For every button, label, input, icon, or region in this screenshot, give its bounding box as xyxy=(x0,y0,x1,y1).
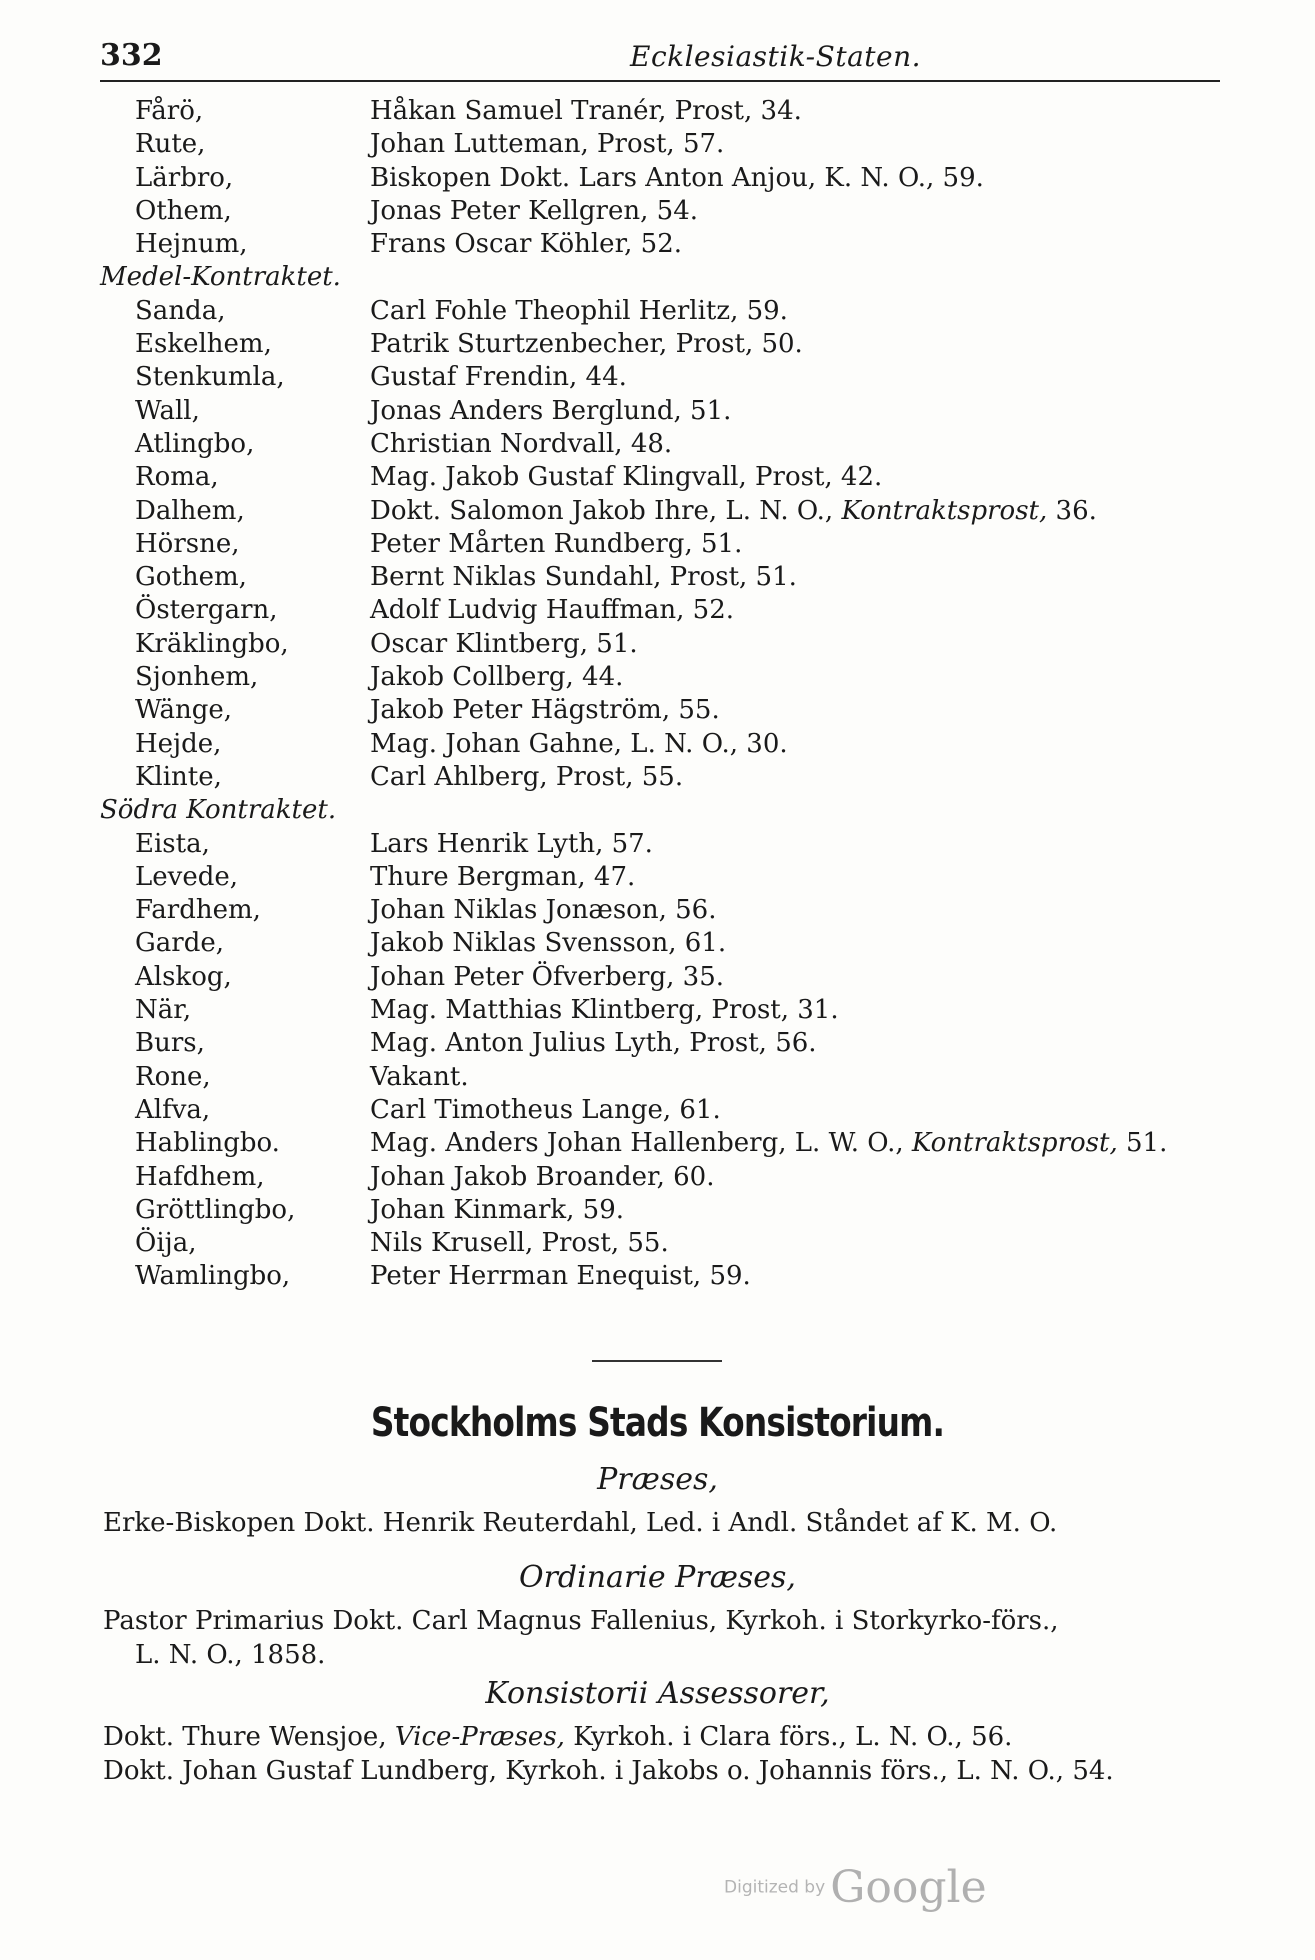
google-logo: Google xyxy=(830,1862,987,1913)
holder-title: Kontraktsprost, xyxy=(841,495,1048,526)
parish-holder: Johan Niklas Jonæson, 56. xyxy=(370,895,717,926)
parish-name: Lärbro, xyxy=(135,162,234,193)
parish-holder: Thure Bergman, 47. xyxy=(370,861,636,892)
parish-name: Alskog, xyxy=(135,961,232,992)
parish-holder: Håkan Samuel Tranér, Prost, 34. xyxy=(370,96,802,126)
ordinarie-heading: Ordinarie Præses, xyxy=(519,1560,796,1595)
list-item xyxy=(0,528,1315,561)
ordinarie-line-2: L. N. O., 1858. xyxy=(135,1640,326,1670)
parish-holder: Jakob Peter Hägström, 55. xyxy=(370,695,720,726)
list-item xyxy=(0,761,1315,794)
list-item xyxy=(0,162,1315,195)
parish-name: Gothem, xyxy=(135,562,247,593)
parish-holder: Frans Oscar Köhler, 52. xyxy=(370,229,683,260)
parish-holder: Johan Peter Öfverberg, 35. xyxy=(370,961,724,992)
list-item xyxy=(0,1094,1315,1127)
assessorer-list xyxy=(103,1720,1223,1788)
list-item xyxy=(0,495,1315,528)
parish-holder: Gustaf Frendin, 44. xyxy=(370,362,627,393)
list-item xyxy=(0,361,1315,394)
list-item xyxy=(0,95,1315,128)
assessor-name: Dokt. Thure Wensjoe, xyxy=(103,1722,387,1752)
list-item xyxy=(0,1227,1315,1260)
assessor-detail: Kyrkoh. i Clara förs., L. N. O., 56. xyxy=(573,1722,1013,1752)
list-item xyxy=(0,661,1315,694)
parish-name: Burs, xyxy=(135,1028,205,1059)
list-item xyxy=(0,1061,1315,1094)
ordinarie-line-1: Pastor Primarius Dokt. Carl Magnus Fallenius, Kyrkoh. i Storkyrko-förs., xyxy=(103,1606,1059,1636)
parish-holder: Mag. Johan Gahne, L. N. O., 30. xyxy=(370,728,788,759)
parish-holder: Patrik Sturtzenbecher, Prost, 50. xyxy=(370,329,803,360)
header-rule xyxy=(100,80,1220,82)
parish-name: Gröttlingbo, xyxy=(135,1194,296,1225)
parish-holder: Johan Jakob Broander, 60. xyxy=(370,1161,715,1192)
parish-name: Alfva, xyxy=(135,1094,211,1125)
parish-holder: Christian Nordvall, 48. xyxy=(370,428,673,459)
holder-name: Mag. Anders Johan Hallenberg, L. W. O., xyxy=(370,1128,904,1159)
assessor-entry: Dokt. Johan Gustaf Lundberg, Kyrkoh. i Jakobs o. Johannis förs., L. N. O., 54. xyxy=(103,1756,1114,1786)
holder-year: 36. xyxy=(1055,495,1097,526)
assessor-title: Vice-Præses, xyxy=(394,1722,565,1752)
parish-holder: Peter Herrman Enequist, 59. xyxy=(370,1261,751,1292)
assessor-entry xyxy=(103,1720,1223,1754)
parish-name: Wamlingbo, xyxy=(135,1261,291,1292)
parish-name: Klinte, xyxy=(135,761,222,792)
parish-name: Fårö, xyxy=(135,96,204,126)
holder-title: Kontraktsprost, xyxy=(911,1128,1118,1159)
parish-holder: Mag. Anton Julius Lyth, Prost, 56. xyxy=(370,1028,817,1059)
parish-name: Kräklingbo, xyxy=(135,628,289,659)
parish-name: Sjonhem, xyxy=(135,662,259,693)
parish-name: Östergarn, xyxy=(135,595,278,626)
list-item xyxy=(0,1161,1315,1194)
holder-year: 51. xyxy=(1125,1128,1168,1159)
page-number: 332 xyxy=(100,38,163,73)
parish-holder: Johan Lutteman, Prost, 57. xyxy=(370,129,725,160)
parish-name: Hafdhem, xyxy=(135,1161,265,1192)
list-item xyxy=(0,128,1315,161)
parish-name: Rone, xyxy=(135,1061,211,1092)
praeses-heading: Præses, xyxy=(597,1462,718,1497)
parish-name: Dalhem, xyxy=(135,495,245,526)
parish-holder: Jonas Anders Berglund, 51. xyxy=(370,395,732,426)
list-item xyxy=(0,694,1315,727)
parish-holder: Biskopen Dokt. Lars Anton Anjou, K. N. O., 59. xyxy=(370,162,984,193)
parish-name: Levede, xyxy=(135,861,239,892)
parish-name: Atlingbo, xyxy=(135,428,255,459)
parish-name: Wänge, xyxy=(135,695,233,726)
list-item xyxy=(0,994,1315,1027)
parish-name: Eskelhem, xyxy=(135,329,272,360)
list-item xyxy=(0,1260,1315,1293)
parish-name: Roma, xyxy=(135,462,219,493)
section-divider xyxy=(592,1360,722,1362)
parish-name: Garde, xyxy=(135,928,224,959)
parish-listing xyxy=(0,95,1315,1294)
parish-name: Öija, xyxy=(135,1228,197,1259)
praeses-text: Erke-Biskopen Dokt. Henrik Reuterdahl, Led. i Andl. Ståndet af K. M. O. xyxy=(103,1508,1058,1538)
list-item xyxy=(0,1027,1315,1060)
parish-holder: Peter Mårten Rundberg, 51. xyxy=(370,528,743,559)
consistory-title: Stockholms Stads Konsistorium. xyxy=(370,1400,945,1446)
list-item xyxy=(0,628,1315,661)
parish-name: Wall, xyxy=(135,395,200,426)
section-heading-sodra: Södra Kontraktet. xyxy=(100,795,337,826)
parish-holder: Lars Henrik Lyth, 57. xyxy=(370,828,653,859)
parish-name: Eista, xyxy=(135,828,210,859)
list-item xyxy=(0,927,1315,960)
parish-holder xyxy=(370,1127,1167,1160)
list-item xyxy=(0,228,1315,261)
parish-holder: Carl Timotheus Lange, 61. xyxy=(370,1094,721,1125)
parish-name: Stenkumla, xyxy=(135,362,285,393)
list-item xyxy=(0,961,1315,994)
list-item xyxy=(0,328,1315,361)
list-item xyxy=(0,894,1315,927)
parish-name: Othem, xyxy=(135,195,232,226)
parish-holder: Jakob Niklas Svensson, 61. xyxy=(370,928,727,959)
list-item xyxy=(0,828,1315,861)
assessorer-heading: Konsistorii Assessorer, xyxy=(485,1676,830,1711)
ordinarie-text xyxy=(103,1604,1223,1672)
holder-name: Dokt. Salomon Jakob Ihre, L. N. O., xyxy=(370,495,834,526)
watermark-prefix: Digitized by xyxy=(724,1877,826,1898)
parish-holder: Adolf Ludvig Hauffman, 52. xyxy=(370,595,735,626)
parish-holder: Jonas Peter Kellgren, 54. xyxy=(370,195,698,226)
parish-name: Hejde, xyxy=(135,728,222,759)
parish-holder: Bernt Niklas Sundahl, Prost, 51. xyxy=(370,562,797,593)
parish-name: Fardhem, xyxy=(135,895,261,926)
parish-holder: Johan Kinmark, 59. xyxy=(370,1194,625,1225)
list-item xyxy=(0,195,1315,228)
list-item xyxy=(0,1194,1315,1227)
parish-holder: Oscar Klintberg, 51. xyxy=(370,628,638,659)
parish-holder: Mag. Jakob Gustaf Klingvall, Prost, 42. xyxy=(370,462,883,493)
list-item xyxy=(0,861,1315,894)
list-item xyxy=(0,428,1315,461)
parish-holder: Vakant. xyxy=(370,1061,469,1092)
list-item xyxy=(0,1127,1315,1160)
parish-holder: Mag. Matthias Klintberg, Prost, 31. xyxy=(370,995,839,1026)
list-item xyxy=(0,295,1315,328)
list-item xyxy=(0,728,1315,761)
list-item xyxy=(0,461,1315,494)
parish-holder xyxy=(370,495,1097,528)
list-item xyxy=(0,594,1315,627)
running-title: Ecklesiastik-Staten. xyxy=(630,40,922,73)
parish-name: Hablingbo. xyxy=(135,1128,280,1159)
parish-name: Rute, xyxy=(135,129,206,160)
parish-holder: Jakob Collberg, 44. xyxy=(370,662,624,693)
parish-name: Hörsne, xyxy=(135,528,240,559)
parish-name: När, xyxy=(135,995,192,1026)
parish-holder: Carl Fohle Theophil Herlitz, 59. xyxy=(370,295,788,326)
section-heading-medel: Medel-Kontraktet. xyxy=(100,262,341,293)
parish-holder: Carl Ahlberg, Prost, 55. xyxy=(370,761,684,792)
parish-name: Hejnum, xyxy=(135,229,248,260)
parish-holder: Nils Krusell, Prost, 55. xyxy=(370,1228,669,1259)
digitized-watermark xyxy=(724,1862,987,1913)
parish-name: Sanda, xyxy=(135,295,226,326)
list-item xyxy=(0,561,1315,594)
list-item xyxy=(0,395,1315,428)
page-header xyxy=(100,38,1220,78)
